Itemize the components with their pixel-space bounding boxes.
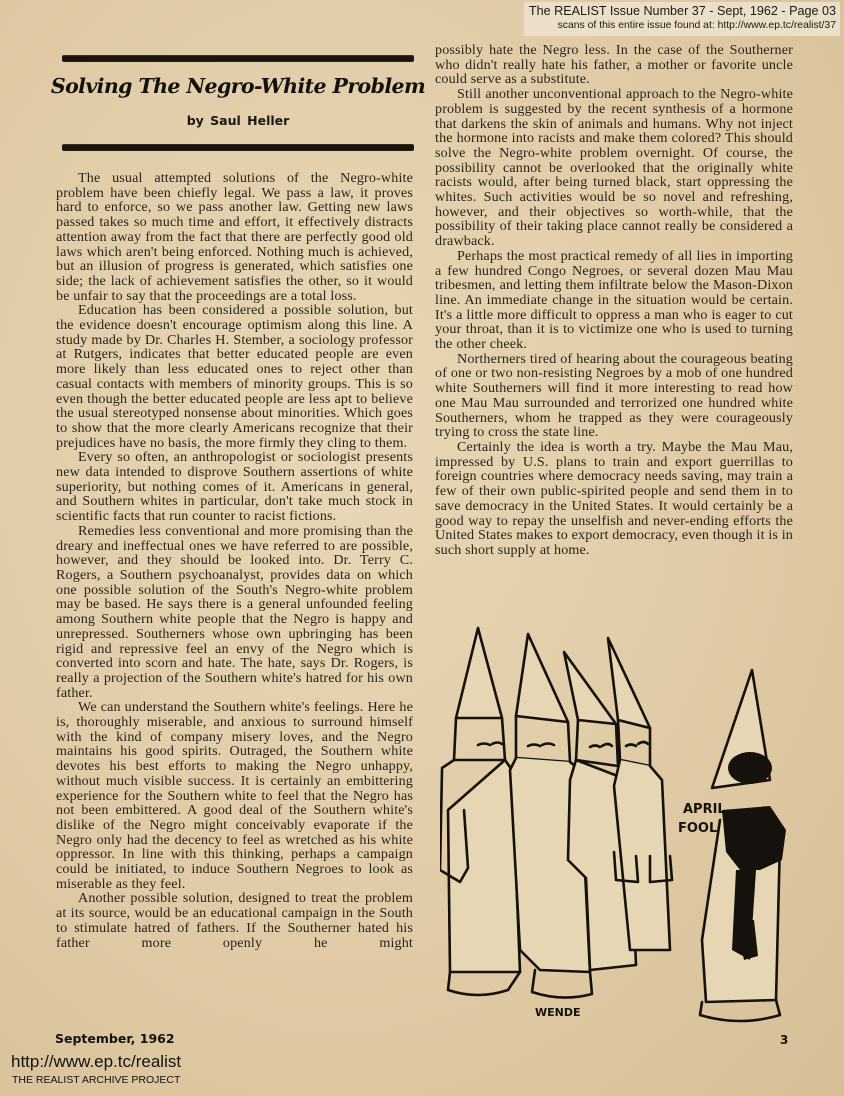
hooded-figure-1 [440, 628, 520, 995]
paragraph: Still another unconventional approach to the Negro-white problem is suggested by the recent synthesis of a hormone that darkens the skin of animals and humans. Why not inject the hormone into racists and make them colored? This should solve the Negro-white problem overnight. Of course, the possibility cannot be overlooked that the originally white racists would, after being turned black, start oppressing the whites. Such activities would be so novel and refreshing, however, and their objectives so worth-while, that the possibility of their taking place cannot really be considered a drawback. [435, 86, 793, 250]
paragraph: Education has been considered a possible solution, but the evidence doesn't encourage optimism along this line. A study made by Dr. Charles H. Stember, a sociology professor at Rutgers, indicates that better educated people are even more likely than less educated ones to reject other than casual contacts with members of minority groups. This is so even though the better educated people are less apt to believe the usual stereotyped nonsense about minorities. Which goes to show that the more clearly Americans recognize that their prejudices have no basis, the more firmly they cling to them. [56, 302, 413, 451]
paragraph: Every so often, an anthropologist or sociologist presents new data intended to disprove Southern assertions of white superiority, but nothing comes of it. Americans in general, and Southern whites in particular, don't take much stock in scientific facts that run counter to racist fictions. [56, 449, 413, 525]
archive-stamp [524, 2, 840, 36]
article-byline: by Saul Heller [186, 113, 290, 128]
paragraph: The usual attempted solutions of the Negro-white problem have been chiefly legal. We pass a law, it proves hard to enforce, so we pass another law. Getting new laws passed takes so much time and effort, it effectively distracts attention away from the fact that there are perfectly good old laws which aren't being enforced. Nothing much is achieved, but an illusion of progress is generated, which satisfies one side; the lack of achievement satisfies the other, so it would be unfair to say that the proceedings are a total loss. [56, 170, 413, 304]
article-right-column [435, 43, 793, 558]
archive-project-label: THE REALIST ARCHIVE PROJECT [12, 1074, 181, 1086]
paragraph: Northerners tired of hearing about the courageous beating of one or two non-resisting Negroes by a mob of one hundred white Southerners will find it more interesting to read how one Mau Mau surrounded and terrorized one hundred white Southerners, whom he trapped as they were courageously trying to cross the state line. [435, 350, 793, 441]
paragraph: Remedies less conventional and more promising than the dreary and ineffectual ones we have referred to are possible, however, and they should be looked into. Dr. Terry C. Rogers, a Southern psychoanalyst, provides data on which one possible solution of the South's Negro-white problem may be based. He says there is a general unfounded feeling among Southern white people that the Negro is happy and unrepressed. Southerners whose own upbringing has been rigid and repressive feel an envy of the Negro which is converted into scorn and hate. The hate, says Dr. Rogers, is really a projection of the Southern white's hatred for his own father. [56, 522, 413, 701]
paragraph: possibly hate the Negro less. In the case of the Southerner who didn't really hate his father, a mother or favorite uncle could serve as a substitute. [435, 42, 793, 88]
klan-cartoon-illustration [440, 620, 830, 1040]
cartoon-signature: WENDE [535, 1006, 581, 1019]
paragraph: Certainly the idea is worth a try. Maybe the Mau Mau, impressed by U.S. plans to train and export guerrillas to foreign countries where democracy needs saving, may train a few of their own public-spirited people and send them in to save democracy in the United States. It would certainly be a good way to repay the unselfish and never-ending efforts the United States makes to export democracy, even though it is in such short supply at home. [435, 438, 793, 558]
archive-stamp-title: The REALIST Issue Number 37 - Sept, 1962 - Page 03 [528, 4, 836, 18]
page-number: 3 [780, 1033, 789, 1047]
title-rule-top [62, 56, 414, 61]
archive-stamp-url: scans of this entire issue found at: http://www.ep.tc/realist/37 [557, 20, 836, 31]
archive-url[interactable]: http://www.ep.tc/realist [11, 1052, 182, 1071]
issue-date: September, 1962 [55, 1031, 175, 1046]
article-left-column [56, 171, 413, 950]
paragraph: We can understand the Southern white's feelings. Here he is, thoroughly miserable, and anxious to surround himself with the kind of company misery loves, and the Negro maintains his good spirits. Outraged, the Southern white devotes his best efforts to making the Negro unhappy, without much visible success. It is certainly an embittering experience for the Southern white to feel that the Negro has not been embittered. A good deal of the Southern white's dislike of the Negro might conceivably evaporate if the Negro only had the decency to feel as wretched as his white oppressor. In line with this thinking, perhaps a campaign could be initiated, to induce Southern Negroes to look as miserable as they feel. [56, 699, 413, 892]
article-title: Solving The Negro-White Problem [50, 74, 426, 98]
cartoon-caption-fool: FOOL [678, 821, 718, 836]
paragraph: Perhaps the most practical remedy of all lies in importing a few hundred Congo Negroes, or several dozen Mau Mau tribesmen, and letting them infiltrate below the Mason-Dixon line. An immediate change in the situation would be certain. It's a little more difficult to oppress a man who is eager to cut your throat, than it is to victimize one who is used to turning the other cheek. [435, 247, 793, 353]
cartoon-caption-april: APRIL [683, 802, 726, 817]
title-rule-bottom [62, 145, 414, 150]
paragraph: Another possible solution, designed to treat the problem at its source, would be an educational campaign in the South to stimulate hatred of fathers. If the Southerner hated his father more openly he might [56, 890, 413, 951]
